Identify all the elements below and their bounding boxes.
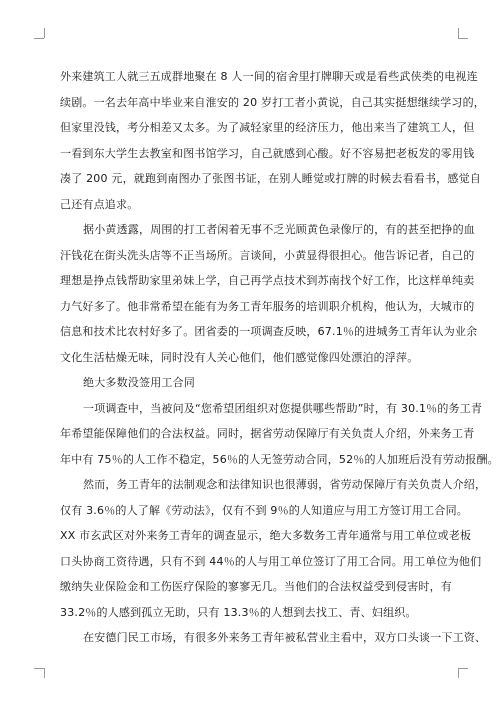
text-line: 续剧。一名去年高中毕业来自淮安的 20 岁打工者小黄说，自己其实挺想继续学习的， [60,95,485,109]
text-line: 力气好多了。他非常希望在能有为务工青年服务的培训职介机构，他认为，大城市的 [60,299,475,313]
text-line: 据小黄透露，周围的打工者闲着无事不乏光顾黄色录像厅的，有的甚至把挣的血 [83,223,475,236]
text-line: 一看到东大学生去教室和图书馆学习，自己就感到心酸。好不容易把老板发的零用钱 [60,146,475,160]
text-line: 年中有 75％的人工作不稳定，56％的人无签劳动合同，52％的人加班后没有劳动报酬。 [60,452,499,466]
text-line: 汗钱花在街头洗头店等不正当场所。言谈间，小黄显得很担心。他告诉记者，自己的 [60,248,475,262]
text-line: 缴纳失业保险金和工伤医疗保险的寥寥无几。当他们的合法权益受到侵害时，有 [60,580,452,593]
crop-mark-top-right [458,38,468,39]
text-line: 一项调查中，当被问及“您希望团组织对您提供哪些帮助”时，有 30.1％的务工青 [83,401,483,415]
text-line: 理想是挣点钱帮助家里弟妹上学，自己再学点技术到苏南找个好工作，比这样单纯卖 [60,274,475,287]
crop-mark-bottom-right [458,668,468,669]
crop-mark-bottom-left-vertical [44,668,45,678]
text-line: 在安德门民工市场，有很多外来务工青年被私营业主看中，双方口头谈一下工资、 [83,631,487,644]
crop-mark-top-right-vertical [458,28,459,38]
text-line: 然而，务工青年的法制观念和法律知识也很薄弱，省劳动保障厅有关负责人介绍， [83,478,487,491]
text-line: 己还有点追求。 [60,197,139,211]
crop-mark-bottom-left [34,668,44,669]
text-line: 但家里没钱，考分相差又太多。为了减轻家里的经济压力，他出来当了建筑工人，但 [60,121,475,134]
text-line: 外来建筑工人就三五成群地聚在 8 人一间的宿舍里打牌聊天或是看些武侠类的电视连 [60,70,478,83]
text-line: 年希望能保障他们的合法权益。同时，据省劳动保障厅有关负责人介绍，外来务工青 [60,427,475,440]
body-text [60,64,499,651]
crop-mark-top-left [34,38,44,39]
text-line: 33.2％的人感到孤立无助，只有 13.3％的人想到去找工、青、妇组织。 [60,605,417,619]
text-line: XX 市玄武区对外来务工青年的调查显示，绝大多数务工青年通常与用工单位或老板 [60,529,472,542]
crop-mark-bottom-right-vertical [458,668,459,678]
section-heading: 绝大多数没签用工合同 [83,376,195,389]
text-line: 仅有 3.6％的人了解《劳动法》，仅有不到 9％的人知道应与用工方签订用工合同。 [60,503,468,517]
crop-mark-top-left-vertical [44,28,45,38]
text-line: 文化生活枯燥无味，同时没有人关心他们，他们感觉像四处漂泊的浮萍。 [60,350,419,364]
text-line: 信息和技术比农村好多了。团省委的一项调查反映，67.1％的进城务工青年认为业余 [60,325,478,338]
text-line: 凑了 200 元，就跑到南图办了张图书证，在别人睡觉或打牌的时候去看看书，感觉自 [60,172,481,185]
text-line: 口头协商工资待遇，只有不到 44％的人与用工单位签订了用工合同。用工单位为他们 [60,554,482,568]
